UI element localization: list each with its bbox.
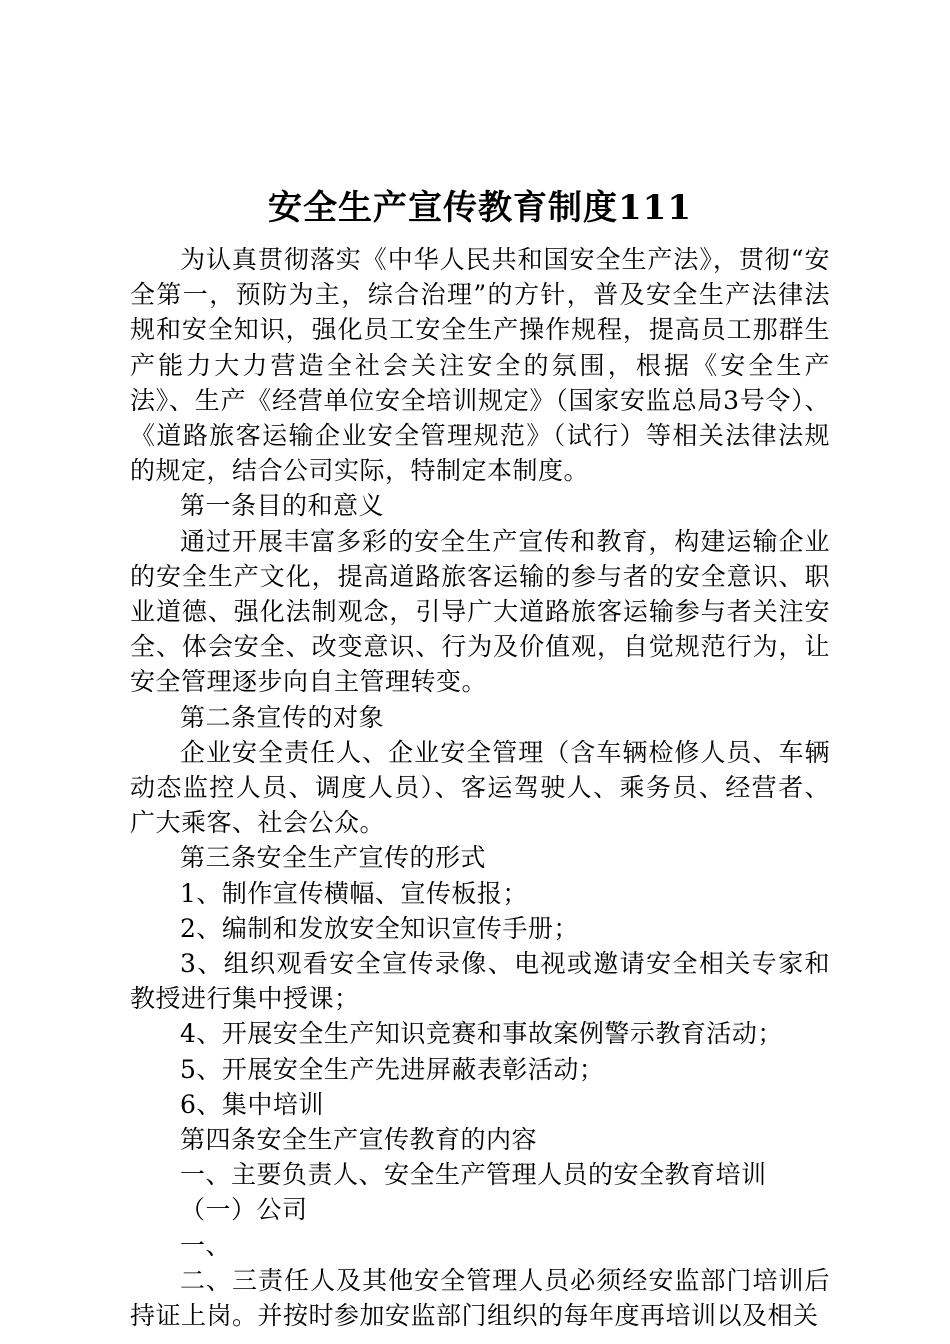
article-3-heading: 第三条安全生产宣传的形式	[180, 843, 487, 873]
article-1-body: 通过开展丰富多彩的安全生产宣传和教育，构建运输企业的安全生产文化，提高道路旅客运输的参与者的安全意识、职业道德、强化法制观念，引导广大道路旅客运输参与者关注安全、体会安全、改变意识、行为及价值观，自觉规范行为，让安全管理逐步向自主管理转变。	[130, 526, 830, 697]
subsection-company: （一）公司	[180, 1195, 308, 1225]
intro-paragraph: 为认真贯彻落实《中华人民共和国安全生产法》，贯彻“安全第一，预防为主，综合治理”的方针，普及安全生产法律法规和安全知识，强化员工安全生产操作规程，提高员工那群生产能力大力营造全社会关注安全的氛围，根据《安全生产法》、生产《经营单位安全培训规定》（国家安监总局3号令）、《道路旅客运输企业安全管理规范》（试行）等相关法律法规的规定，结合公司实际，特制定本制度。	[130, 245, 830, 486]
article-1-heading: 第一条目的和意义	[180, 491, 385, 521]
list-item-6: 6、集中培训	[180, 1089, 324, 1119]
list-item-5: 5、开展安全生产先进屏蔽表彰活动；	[180, 1054, 605, 1084]
list-item-4: 4、开展安全生产知识竞赛和事故案例警示教育活动；	[180, 1019, 783, 1049]
list-item-1: 1、制作宣传横幅、宣传板报；	[180, 878, 528, 908]
item-one: 一、	[180, 1230, 232, 1260]
list-item-3: 3、组织观看安全宣传录像、电视或邀请安全相关专家和教授进行集中授课；	[130, 949, 830, 1014]
list-item-2: 2、编制和发放安全知识宣传手册；	[180, 913, 579, 943]
article-2-body: 企业安全责任人、企业安全管理（含车辆检修人员、车辆动态监控人员、调度人员）、客运驾驶人、乘务员、经营者、广大乘客、社会公众。	[130, 737, 830, 838]
article-2-heading: 第二条宣传的对象	[180, 702, 385, 732]
document-page	[130, 180, 830, 1333]
item-two: 二、三责任人及其他安全管理人员必须经安监部门培训后持证上岗。并按时参加安监部门组织的每年度再培训以及相关	[130, 1265, 830, 1331]
article-4-heading: 第四条安全生产宣传教育的内容	[180, 1125, 538, 1155]
document-title: 安全生产宣传教育制度111	[268, 188, 692, 228]
section-1-heading: 一、主要负责人、安全生产管理人员的安全教育培训	[180, 1160, 767, 1190]
